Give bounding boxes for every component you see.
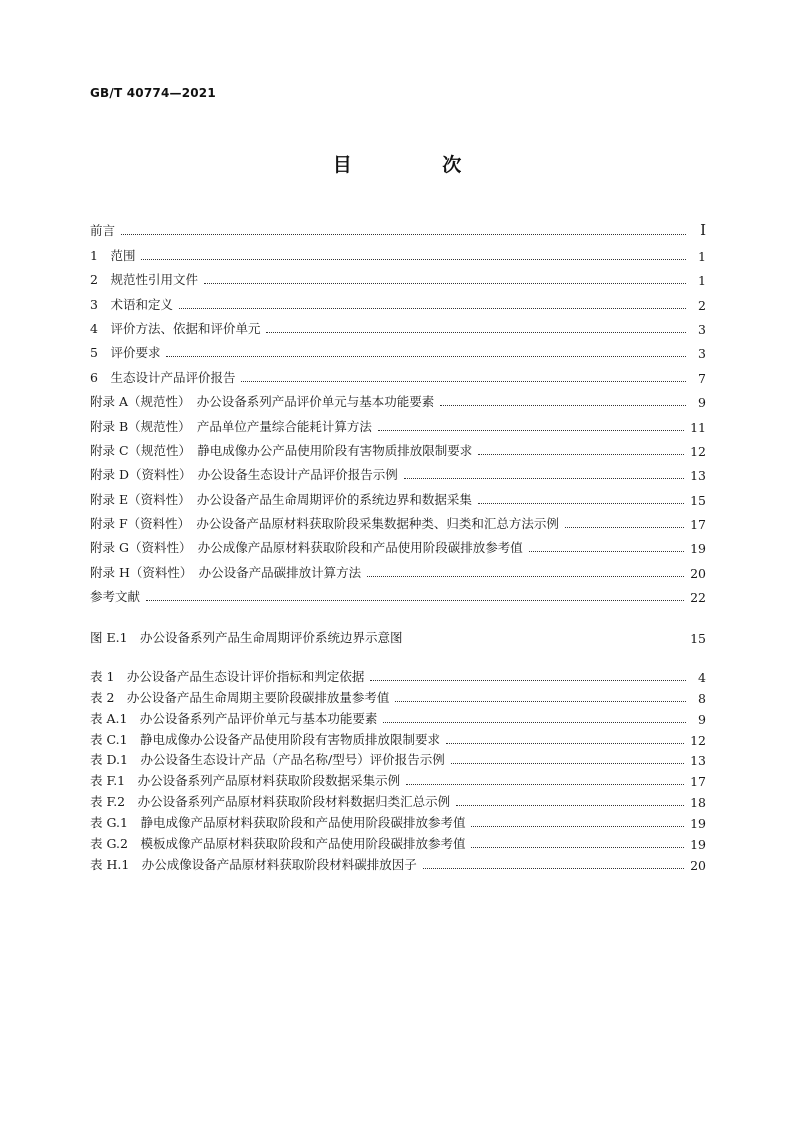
table-entry[interactable] (90, 748, 706, 769)
table-entry[interactable] (90, 831, 706, 852)
toc-entry-label: 6 生态设计产品评价报告 (90, 369, 236, 385)
toc-page-number: 12 (690, 443, 706, 459)
dot-leader (241, 381, 686, 382)
table-entry[interactable] (90, 664, 706, 685)
dot-leader (471, 826, 684, 827)
dot-leader (440, 405, 686, 406)
toc-page-number: 9 (698, 711, 706, 727)
toc-entry-label: 表 1 办公设备产品生态设计评价指标和判定依据 (90, 668, 365, 684)
toc-entry-label: 表 F.2 办公设备系列产品原材料获取阶段材料数据归类汇总示例 (90, 794, 451, 810)
toc-entry[interactable] (90, 581, 706, 605)
toc-entry-label: 2 规范性引用文件 (90, 272, 198, 288)
toc-page-number: 11 (690, 419, 706, 435)
table-entry[interactable] (90, 768, 706, 789)
toc-entry-label: 表 H.1 办公成像设备产品原材料获取阶段材料碳排放因子 (90, 856, 417, 872)
toc-entry[interactable] (90, 337, 706, 361)
dot-leader (478, 503, 684, 504)
toc-entry[interactable] (90, 508, 706, 532)
toc-entry[interactable] (90, 410, 706, 434)
toc-page-number: 13 (690, 753, 706, 769)
dot-leader (456, 805, 684, 806)
table-entry[interactable] (90, 810, 706, 831)
toc-entry-label: 5 评价要求 (90, 345, 161, 361)
dot-leader (378, 430, 684, 431)
toc-entry[interactable] (90, 386, 706, 410)
toc-entry-label: 前言 (90, 223, 116, 239)
toc-entry-label: 3 术语和定义 (90, 296, 173, 312)
toc-page-number: 2 (698, 297, 706, 313)
dot-leader (478, 454, 684, 455)
toc-page-number: 19 (690, 837, 706, 853)
toc-page-number: 19 (690, 816, 706, 832)
dot-leader (141, 259, 686, 260)
standard-code: GB/T 40774—2021 (90, 86, 216, 100)
toc-entry-label: 附录 B（规范性） 产品单位产量综合能耗计算方法 (90, 418, 372, 434)
toc-entry-label: 附录 G（资料性） 办公成像产品原材料获取阶段和产品使用阶段碳排放参考值 (90, 540, 523, 556)
toc-page-number: 17 (690, 517, 706, 533)
dot-leader (121, 234, 686, 235)
toc-page-number: 19 (690, 541, 706, 557)
toc-entry[interactable] (90, 239, 706, 263)
dot-leader (370, 680, 686, 681)
toc-entry[interactable] (90, 215, 706, 239)
toc-entry-label: 附录 D（资料性） 办公设备生态设计产品评价报告示例 (90, 467, 398, 483)
figure-entry[interactable] (90, 622, 706, 646)
toc-page-number: 15 (690, 492, 706, 508)
dot-leader (204, 283, 686, 284)
toc-page-number: 17 (690, 774, 706, 790)
toc-table-list (90, 664, 706, 873)
toc-page-number: 13 (690, 468, 706, 484)
toc-entry[interactable] (90, 556, 706, 580)
dot-leader (266, 332, 686, 333)
toc-page-number: 4 (698, 669, 706, 685)
toc-entry-label: 表 C.1 静电成像办公设备产品使用阶段有害物质排放限制要求 (90, 731, 441, 747)
toc-entry-label: 4 评价方法、依据和评价单元 (90, 320, 261, 336)
dot-leader (395, 701, 686, 702)
table-entry[interactable] (90, 685, 706, 706)
toc-page-number: 8 (698, 690, 706, 706)
toc-page-number: 15 (690, 631, 706, 646)
dot-leader (446, 743, 684, 744)
table-entry[interactable] (90, 852, 706, 873)
toc-entry-label: 附录 C（规范性） 静电成像办公产品使用阶段有害物质排放限制要求 (90, 442, 473, 458)
dot-leader (146, 600, 684, 601)
table-entry[interactable] (90, 789, 706, 810)
dot-leader (406, 784, 684, 785)
toc-entry-label: 参考文献 (90, 589, 141, 605)
toc-entry[interactable] (90, 483, 706, 507)
toc-page-number: 18 (690, 795, 706, 811)
toc-entry-label: 表 2 办公设备产品生命周期主要阶段碳排放量参考值 (90, 689, 390, 705)
table-entry[interactable] (90, 706, 706, 727)
dot-leader (423, 868, 684, 869)
toc-entry[interactable] (90, 361, 706, 385)
dot-leader (179, 308, 686, 309)
toc-entry[interactable] (90, 313, 706, 337)
toc-entry[interactable] (90, 435, 706, 459)
toc-page-number: 12 (690, 732, 706, 748)
toc-entry-label: 附录 H（资料性） 办公设备产品碳排放计算方法 (90, 564, 362, 580)
toc-page-number: 22 (690, 590, 706, 606)
page-title: 目 次 (332, 154, 504, 176)
dot-leader (471, 847, 684, 848)
toc-entry[interactable] (90, 288, 706, 312)
toc-page-number: 20 (690, 565, 706, 581)
toc-entry-label: 表 G.1 静电成像产品原材料获取阶段和产品使用阶段碳排放参考值 (90, 815, 466, 831)
toc-entry[interactable] (90, 532, 706, 556)
toc-page-number: 3 (698, 321, 706, 337)
toc-page-number: 1 (698, 248, 706, 264)
dot-leader (166, 356, 686, 357)
dot-leader (451, 763, 684, 764)
toc-page-number: Ⅰ (700, 221, 706, 240)
toc-entry[interactable] (90, 459, 706, 483)
toc-entry-label: 附录 E（资料性） 办公设备产品生命周期评价的系统边界和数据采集 (90, 491, 472, 507)
toc-entry-label: 表 G.2 模板成像产品原材料获取阶段和产品使用阶段碳排放参考值 (90, 836, 466, 852)
dot-leader (383, 722, 686, 723)
toc-entry-label: 表 F.1 办公设备系列产品原材料获取阶段数据采集示例 (90, 773, 401, 789)
toc-entry-label: 附录 A（规范性） 办公设备系列产品评价单元与基本功能要素 (90, 394, 435, 410)
toc-page-number: 20 (690, 857, 706, 873)
table-entry[interactable] (90, 727, 706, 748)
toc-main-list (90, 215, 706, 605)
toc-entry[interactable] (90, 264, 706, 288)
toc-page-number: 9 (698, 395, 706, 411)
dot-leader (404, 478, 684, 479)
toc-entry-label: 表 D.1 办公设备生态设计产品（产品名称/型号）评价报告示例 (90, 752, 445, 768)
toc-entry-label: 1 范围 (90, 247, 136, 263)
toc-entry-label: 附录 F（资料性） 办公设备产品原材料获取阶段采集数据种类、归类和汇总方法示例 (90, 516, 559, 532)
toc-figure-list (90, 622, 706, 646)
dot-leader (565, 527, 684, 528)
toc-page-number: 3 (698, 346, 706, 362)
toc-page-number: 7 (698, 370, 706, 386)
toc-entry-label: 图 E.1 办公设备系列产品生命周期评价系统边界示意图 (90, 630, 403, 645)
dot-leader (367, 576, 684, 577)
dot-leader (529, 551, 684, 552)
toc-entry-label: 表 A.1 办公设备系列产品评价单元与基本功能要素 (90, 710, 378, 726)
toc-page-number: 1 (698, 273, 706, 289)
